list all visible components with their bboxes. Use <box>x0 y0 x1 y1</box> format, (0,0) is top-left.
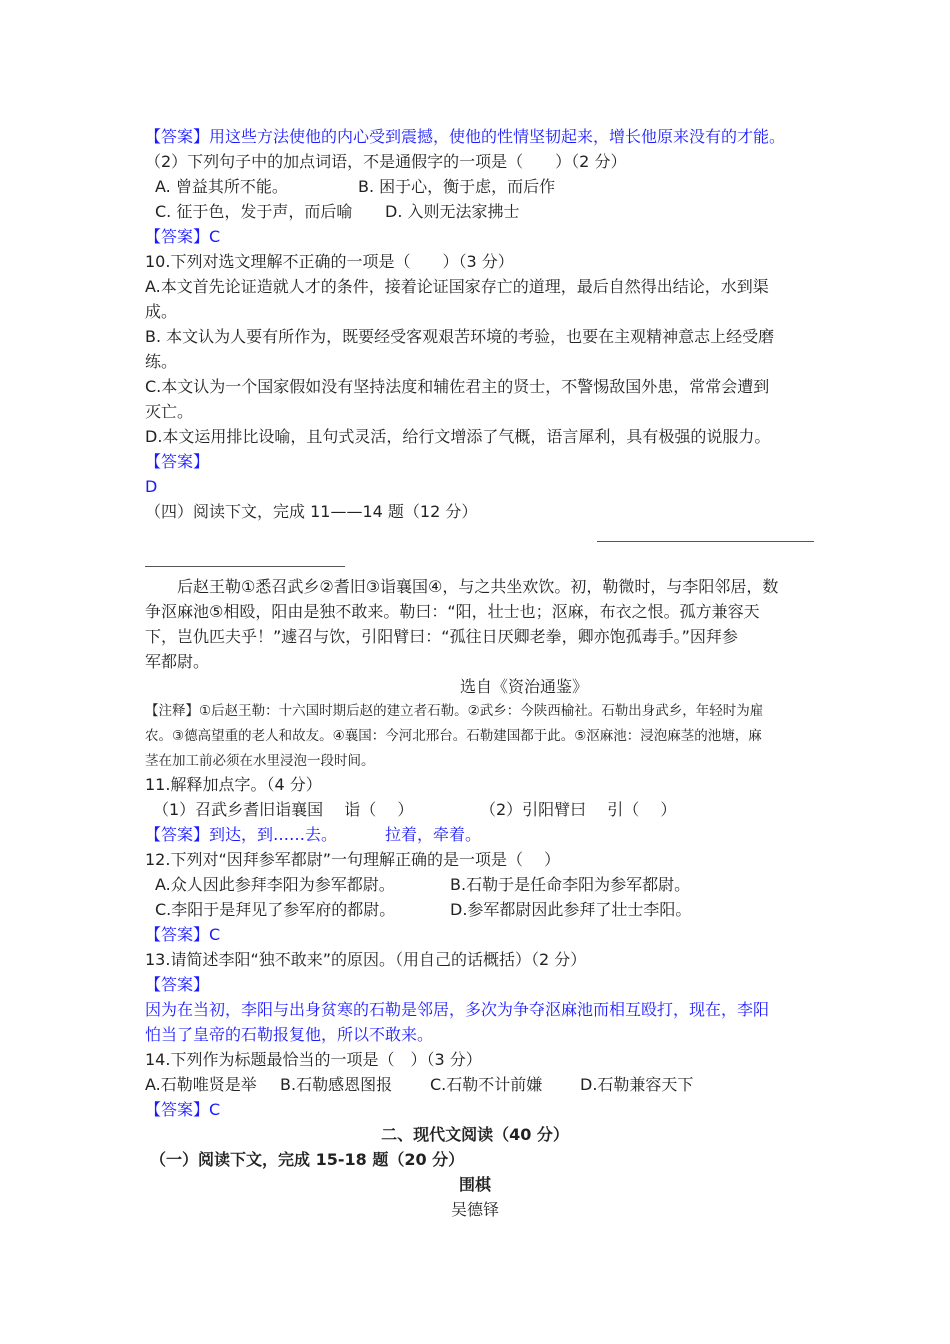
note-line: 【注释】①后赵王勒：十六国时期后赵的建立者石勒。②武乡：今陕西榆社。石勒出身武乡，年轻时为雇 <box>145 703 764 719</box>
answer-text: C <box>209 925 221 944</box>
question-11-2: （2）引阳臂曰 引（ ） <box>480 800 677 819</box>
note-line: 农。③德高望重的老人和故友。④襄国：今河北邢台。石勒建国都于此。⑤沤麻池：浸泡麻茎的池塘，麻 <box>145 728 762 744</box>
answer-text: C <box>209 227 221 246</box>
answer-text: 怕当了皇帝的石勒报复他，所以不敢来。 <box>145 1025 434 1044</box>
answer-tag: 【答案】 <box>145 825 210 844</box>
option-c-line2: 灭亡。 <box>145 402 194 421</box>
question-12: 12.下列对“因拜参军都尉”一句理解正确的是一项是（ ） <box>145 850 561 869</box>
passage-line: 后赵王勒①悉召武乡②耆旧③诣襄国④，与之共坐欢饮。初，勒微时，与李阳邻居，数 <box>145 577 779 596</box>
question-11-1: （1）召武乡耆旧诣襄国 诣（ ） <box>153 800 414 819</box>
answer-line <box>145 1097 220 1122</box>
divider <box>597 541 814 542</box>
answer-tag: 【答案】 <box>145 925 210 944</box>
answer-tag: 【答案】 <box>145 452 210 471</box>
answer-text: 拉着，牵着。 <box>385 825 482 844</box>
option-c: C.李阳于是拜见了参军府的都尉。 <box>155 900 396 919</box>
source-line: 选自《资治通鉴》 <box>460 677 589 696</box>
option-c: C. 征于色，发于声，而后喻 <box>155 202 353 221</box>
answer-tag: 【答案】 <box>145 227 210 246</box>
option-d: D.参军都尉因此参拜了壮士李阳。 <box>450 900 692 919</box>
option-b: B.石勒于是任命李阳为参军都尉。 <box>450 875 691 894</box>
divider <box>145 566 345 567</box>
option-b-line2: 练。 <box>145 352 178 371</box>
passage-title: 围棋 <box>458 1175 491 1194</box>
answer-text: 到达，到……去。 <box>209 825 338 844</box>
option-a-line2: 成。 <box>145 302 178 321</box>
option-a: A. 曾益其所不能。 <box>155 177 288 196</box>
answer-line <box>145 124 785 149</box>
option-b: B. 困于心，衡于虑，而后作 <box>358 177 556 196</box>
option-b: B.石勒感恩图报 <box>280 1075 393 1094</box>
question-11: 11.解释加点字。（4 分） <box>145 775 322 794</box>
note-line: 茎在加工前必须在水里浸泡一段时间。 <box>145 753 375 769</box>
option-b-line1: B. 本文认为人要有所作为，既要经受客观艰苦环境的考验，也要在主观精神意志上经受磨 <box>145 327 775 346</box>
question-line: （2）下列句子中的加点词语，不是通假字的一项是（ ）（2 分） <box>145 152 627 171</box>
answer-text: C <box>209 1100 221 1119</box>
passage-author: 吴德铎 <box>450 1200 499 1219</box>
option-d: D. 入则无法家拂士 <box>385 202 520 221</box>
answer-text: 用这些方法使他的内心受到震撼，使他的性情坚韧起来，增长他原来没有的才能。 <box>209 127 786 146</box>
answer-text: 因为在当初，李阳与出身贫寒的石勒是邻居，多次为争夺沤麻池而相互殴打，现在，李阳 <box>145 1000 770 1019</box>
subsection-heading: （一）阅读下文，完成 15-18 题（20 分） <box>150 1150 465 1169</box>
answer-line <box>145 922 220 947</box>
option-a: A.石勒唯贤是举 <box>145 1075 257 1094</box>
section-title: 二、现代文阅读（40 分） <box>381 1125 569 1144</box>
passage-line: 下，岂仇匹夫乎！”遽召与饮，引阳臂曰：“孤往日厌卿老拳，卿亦饱孤毒手。”因拜参 <box>145 627 738 646</box>
question-10: 10.下列对选文理解不正确的一项是（ ）（3 分） <box>145 252 514 271</box>
passage-line: 军都尉。 <box>145 652 210 671</box>
option-c-line1: C.本文认为一个国家假如没有坚持法度和辅佐君主的贤士，不警惕敌国外患，常常会遭到 <box>145 377 770 396</box>
option-d: D.石勒兼容天下 <box>580 1075 694 1094</box>
question-13: 13.请简述李阳“独不敢来”的原因。（用自己的话概括）（2 分） <box>145 950 587 969</box>
answer-line <box>145 224 220 249</box>
option-c: C.石勒不计前嫌 <box>430 1075 543 1094</box>
answer-text: D <box>145 477 158 496</box>
answer-line <box>145 822 337 847</box>
option-a-line1: A.本文首先论证造就人才的条件，接着论证国家存亡的道理，最后自然得出结论，水到渠 <box>145 277 769 296</box>
option-d-line: D.本文运用排比设喻，且句式灵活，给行文增添了气概，语言犀利，具有极强的说服力。 <box>145 427 771 446</box>
section-heading: （四）阅读下文，完成 11——14 题（12 分） <box>145 502 478 521</box>
answer-tag: 【答案】 <box>145 127 210 146</box>
option-a: A.众人因此参拜李阳为参军都尉。 <box>155 875 395 894</box>
passage-line: 争沤麻池⑤相殴，阳由是独不敢来。勒曰：“阳，壮士也；沤麻，布衣之恨。孤方兼容天 <box>145 602 760 621</box>
question-14: 14.下列作为标题最恰当的一项是（ ）（3 分） <box>145 1050 482 1069</box>
answer-tag: 【答案】 <box>145 975 210 994</box>
answer-tag: 【答案】 <box>145 1100 210 1119</box>
